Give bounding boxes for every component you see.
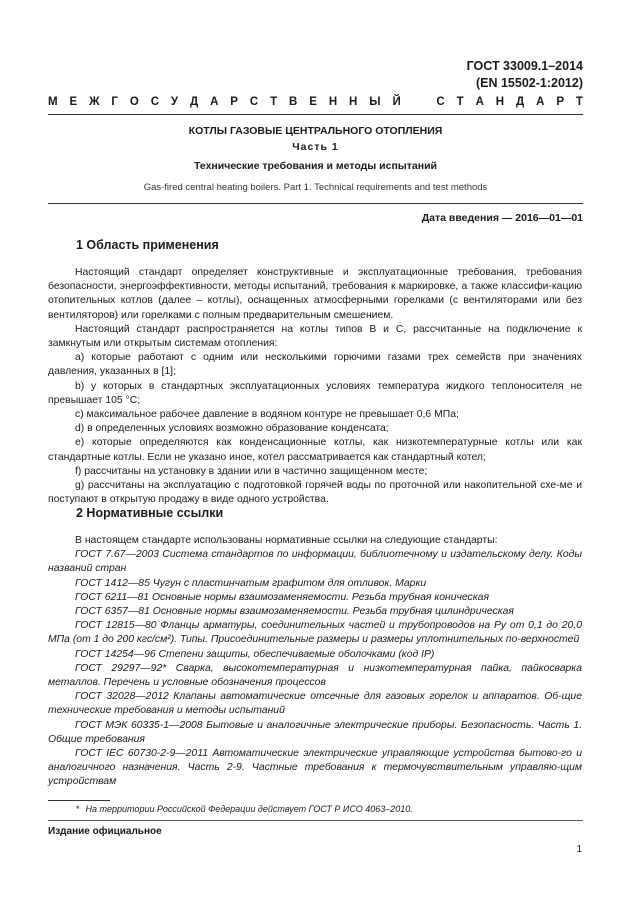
header-divider [48, 114, 583, 115]
reference-item: ГОСТ 7.67—2003 Система стандартов по информации, библиотечному и издательскому делу. Коды названий стран [48, 549, 582, 575]
banner-letter: Т [575, 96, 583, 108]
banner-letter: О [129, 96, 139, 108]
banner-letter: Е [69, 96, 78, 108]
banner-letter: Т [456, 96, 464, 108]
page-number: 1 [576, 844, 582, 855]
standard-banner [48, 96, 583, 108]
banner-letter: А [475, 96, 484, 108]
introduction-date: Дата введения — 2016—01—01 [421, 212, 583, 224]
footer-divider [48, 820, 583, 821]
banner-letter: С [150, 96, 159, 108]
reference-item: ГОСТ МЭК 60335-1—2008 Бытовые и аналогичные электрические приборы. Безопасность. Часть 1. Общие требования [48, 719, 582, 745]
reference-item: ГОСТ 1412—85 Чугун с пластинчатым графитом для отливок. Марки [75, 577, 427, 589]
reference-item: ГОСТ 12815—80 Фланцы арматуры, соединительных частей и трубопроводов на Ру от 0,1 до 20,0 МПа (от 1 до 200 кгс/см²). Типы. Присоединительные размеры и размеры уплотнительных по-верхностей [48, 620, 582, 646]
section-2-body [48, 534, 582, 790]
banner-letter: Н [328, 96, 338, 108]
list-item: g) рассчитаны на эксплуатацию с подготовкой горячей воды по проточной или накопительной схе-ме и поступают в открытую продажу в виде одного устройства. [48, 480, 582, 506]
banner-letter: Р [230, 96, 238, 108]
reference-item: ГОСТ 32028—2012 Клапаны автоматические отсечные для газовых горелок и аппаратов. Об-щие технические требования и методы испытаний [48, 691, 582, 717]
footnote [76, 804, 413, 814]
banner-letter: А [210, 96, 219, 108]
paragraph: Настоящий стандарт распространяется на котлы типов B и C, рассчитанные на подключение к замкнутым или открытым системам отопления: [48, 323, 582, 350]
official-edition-label: Издание официальное [48, 826, 162, 837]
list-item: a) которые работают с одним или несколькими горючими газами трех семейств при значениях давления, указанных в [1]; [48, 352, 582, 378]
gost-number: ГОСТ 33009.1–2014 [466, 59, 583, 73]
banner-letter: Е [309, 96, 317, 108]
banner-letter: Ы [369, 96, 381, 108]
reference-item: ГОСТ 6357—81 Основные нормы взаимозаменяемости. Резьба трубная цилиндрическая [75, 606, 514, 618]
paragraph: Настоящий стандарт определяет конструктивные и эксплуатационные требования, требования безопасности, энергоэффективности, методы испытаний, требования к маркировке, а также классифи-кацию отопительных котлов (далее – котлы), оснащенных атмосферными горелками (с вентиляторами или без вентиляторов) или горелками с полным предварительным смешением. [48, 267, 582, 321]
title-divider [48, 203, 583, 204]
paragraph: В настоящем стандарте использованы нормативные ссылки на следующие стандарты: [75, 535, 498, 546]
section-2-heading: 2 Нормативные ссылки [76, 506, 224, 520]
footnote-marker: * [76, 804, 80, 814]
banner-letter: А [536, 96, 545, 108]
banner-letter: У [170, 96, 179, 108]
banner-letter: Г [111, 96, 118, 108]
reference-item: ГОСТ 29297—92* Сварка, высокотемпературная и низкотемпературная пайка, пайкосварка металлов. Перечень и условные обозначения процессов [48, 662, 582, 689]
banner-letter: Д [189, 96, 199, 108]
list-item: b) у которых в стандартных эксплуатационных условиях температура жидкого теплоносителя не превышает 105 °С; [48, 380, 582, 406]
en-number: (EN 15502-1:2012) [475, 76, 583, 90]
banner-letter: Д [516, 96, 525, 108]
banner-letter: Й [392, 96, 401, 108]
banner-letter: М [48, 96, 58, 108]
footnote-text: На территории Российской Федерации действует ГОСТ Р ИСО 4063–2010. [85, 804, 413, 814]
banner-letter: Р [556, 96, 565, 108]
title-subtitle: Технические требования и методы испытаний [194, 160, 437, 172]
list-item: d) в определенных условиях возможно образование конденсата; [75, 423, 389, 435]
reference-item: ГОСТ 14254—96 Степени защиты, обеспечиваемые оболочками (код IP) [75, 648, 435, 660]
list-item: e) которые определяются как конденсационные котлы, как низкотемпературные котлы или как стандартные котлы. Если не указано иное, котел рассматривается как стандартный котел; [48, 437, 582, 463]
banner-letter: Н [349, 96, 358, 108]
banner-letter: Т [270, 96, 278, 108]
list-item: c) максимальное рабочее давление в водяном контуре не превышает 0,6 МПа; [75, 409, 459, 421]
reference-item: ГОСТ 6211—81 Основные нормы взаимозаменяемости. Резьба трубная коническая [75, 591, 489, 603]
document-id [467, 58, 583, 92]
section-1-heading: 1 Область применения [76, 238, 219, 252]
banner-letter: Н [495, 96, 505, 108]
title-part: Часть 1 [292, 141, 339, 153]
banner-letter: С [249, 96, 259, 108]
footnote-divider [48, 800, 110, 801]
banner-letter: Ж [89, 96, 100, 108]
list-item: f) рассчитаны на установку в здании или в частично защищенном месте; [75, 465, 428, 477]
section-1-body [48, 266, 582, 507]
title-main: КОТЛЫ ГАЗОВЫЕ ЦЕНТРАЛЬНОГО ОТОПЛЕНИЯ [188, 125, 443, 137]
banner-letter: С [436, 96, 445, 108]
reference-item: ГОСТ IEC 60730-2-9—2011 Автоматические электрические управляющие устройства бытово-го и аналогичного назначения. Часть 2-9. Частные требования к термочувствительным управляю-щим устройствам [48, 748, 582, 788]
title-english: Gas-fired central heating boilers. Part 1. Technical requirements and test methods [143, 182, 488, 193]
banner-letter: В [289, 96, 298, 108]
